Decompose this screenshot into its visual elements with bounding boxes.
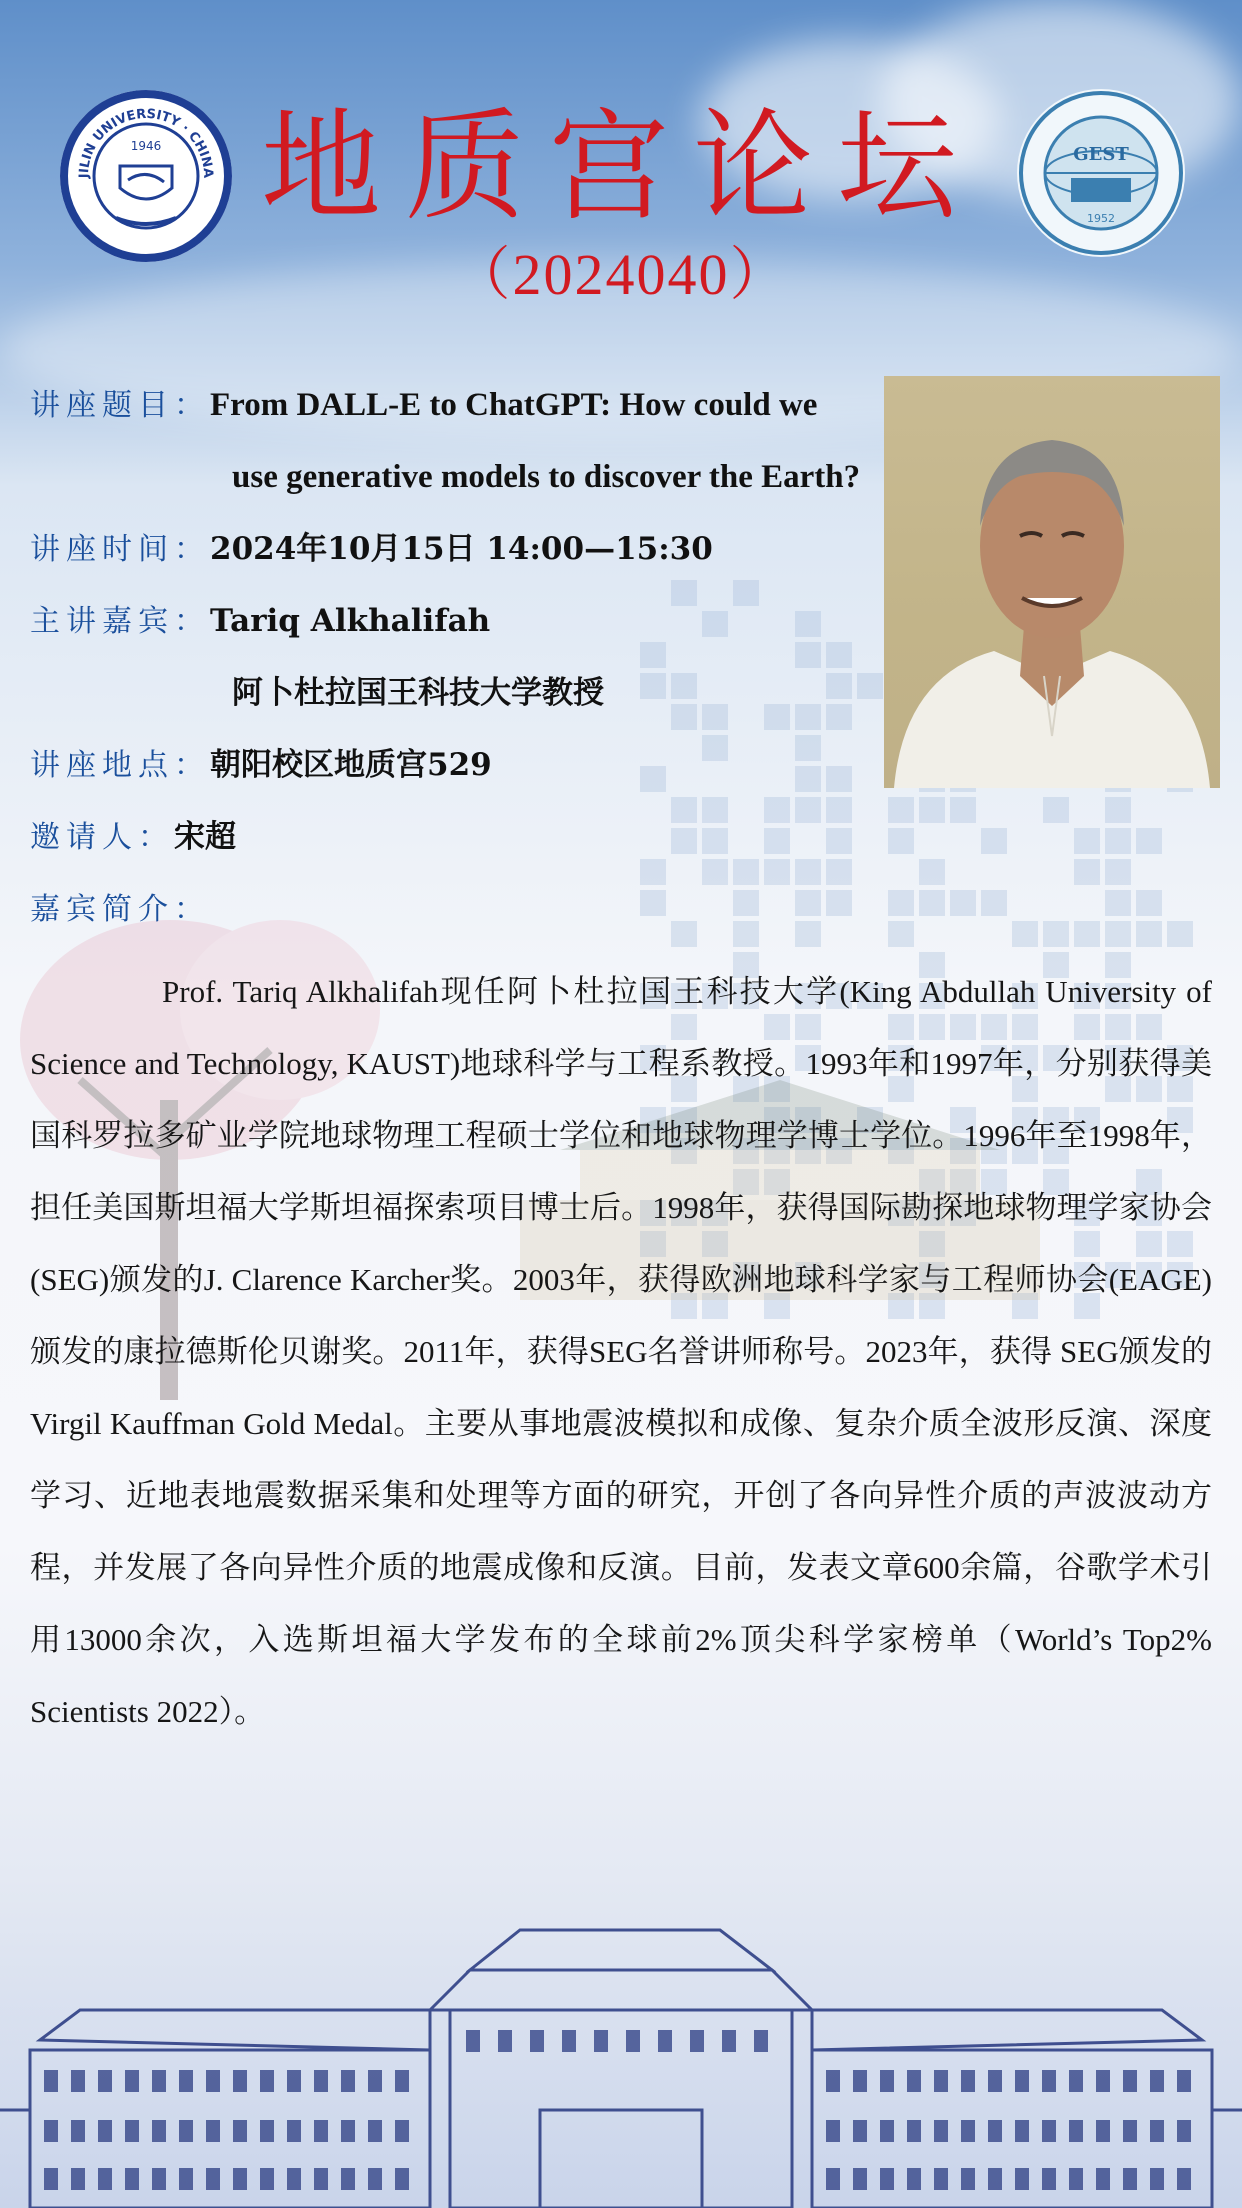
host-value: 宋超 (174, 819, 236, 855)
topic-line-2: use generative models to discover the Earth? (232, 459, 861, 495)
speaker-affiliation-row (232, 676, 604, 709)
speaker-portrait-image (884, 376, 1220, 788)
left-logo-year: 1946 (130, 139, 162, 153)
speaker-affiliation: 阿卜杜拉国王科技大学教授 (232, 675, 604, 711)
speaker-label: 主讲嘉宾： (30, 604, 210, 639)
speaker-photo (884, 376, 1220, 788)
speaker-row (30, 604, 490, 637)
right-logo-text: GEST (1073, 144, 1129, 165)
topic-line-1: From DALL-E to ChatGPT: How could we (210, 387, 818, 423)
speaker-name: Tariq Alkhalifah (210, 603, 491, 639)
time-label: 讲座时间： (30, 532, 210, 567)
bio-label-row (30, 892, 210, 925)
topic-row (30, 388, 817, 422)
speaker-biography: Prof. Tariq Alkhalifah现任阿卜杜拉国王科技大学(King Abdullah University of Science and Technology, KAUST)地球科学与工程系教授。1993年和1997年，分别获得美国科罗拉多矿业学院地球物理工程硕士学位和地球物理学博士学位。1996年至1998年，担任美国斯坦福大学斯坦福探索项目博士后。1998年，获得国际勘探地球物理学家协会(SEG)颁发的J. Clarence Karcher奖。2003年，获得欧洲地球科学家与工程师协会(EAGE)颁发的康拉德斯伦贝谢奖。2011年，获得SEG名誉讲师称号。2023年，获得 SEG颁发的Virgil Kauffman Gold Medal。主要从事地震波模拟和成像、复杂介质全波形反演、深度学习、近地表地震数据采集和处理等方面的研究，开创了各向异性介质的声波波动方程，并发展了各向异性介质的地震成像和反演。目前，发表文章600余篇，谷歌学术引用13000余次，入选斯坦福大学发布的全球前2%顶尖科学家榜单（World’s Top2% Scientists 2022）。 (30, 974, 1212, 1729)
venue-value: 朝阳校区地质宫529 (210, 747, 492, 783)
geology-palace-outline-illustration (0, 1910, 1242, 2208)
forum-title: 地质宫论坛 (261, 98, 981, 237)
host-row (30, 820, 236, 853)
bio-label: 嘉宾简介： (30, 892, 210, 927)
forum-issue-number: （2024040） (452, 242, 790, 307)
venue-label: 讲座地点： (30, 748, 210, 783)
venue-row (30, 748, 492, 781)
topic-row-continued (232, 460, 860, 494)
time-row (30, 532, 713, 565)
host-label: 邀请人： (30, 820, 174, 855)
topic-label: 讲座题目： (30, 388, 210, 423)
time-value: 2024年10月15日 14:00—15:30 (210, 531, 713, 567)
right-logo-year: 1952 (1087, 212, 1115, 225)
left-logo-text: JILIN UNIVERSITY · CHINA (76, 106, 216, 179)
